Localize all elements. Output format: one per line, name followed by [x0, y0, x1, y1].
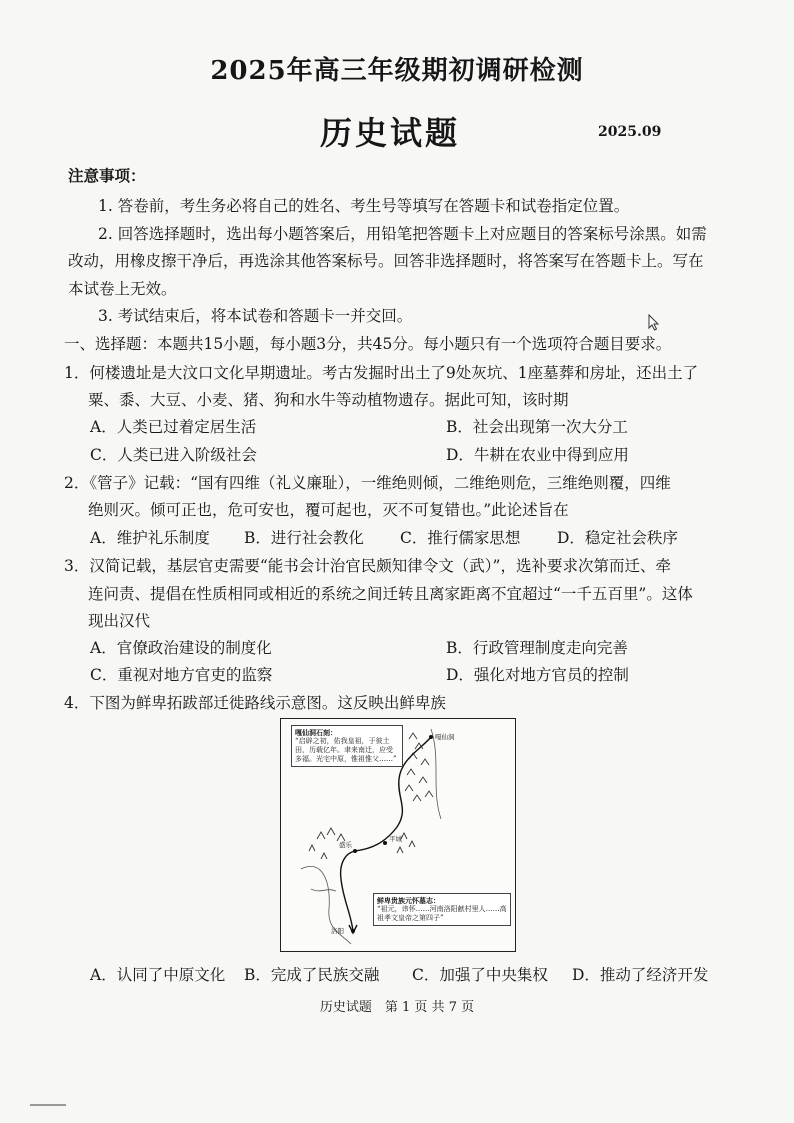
place-dot	[429, 735, 433, 739]
question-text: 1．何楼遗址是大汶口文化早期遗址。考古发掘时出土了9处灰坑、1座墓葬和房址，还出土了	[64, 364, 699, 382]
section-heading: 一、选择题：本题共15小题，每小题3分，共45分。每小题只有一个选项符合题目要求。	[64, 335, 672, 353]
option-c: C．推行儒家思想	[400, 529, 521, 547]
place-label: 盛乐	[339, 841, 352, 849]
option-c: C．重视对地方官吏的监察	[90, 666, 273, 684]
notice-line: 本试卷上无效。	[68, 280, 177, 298]
page-footer: 历史试题 第 1 页 共 7 页	[319, 1000, 475, 1015]
option-b: B．完成了民族交融	[244, 966, 380, 984]
option-d: D．推动了经济开发	[572, 966, 709, 984]
question-text: 2．《管子》记载：“国有四维（礼义廉耻），一维绝则倾，二维绝则危，三维绝则覆，四维	[64, 474, 671, 492]
question-text: 连问责、提倡在性质相同或相近的系统之间迁转且离家距离不宜超过“一千五百里”。这体	[88, 585, 693, 603]
note-title: 鲜卑贵族元怀墓志：	[377, 896, 440, 905]
scan-artifact	[30, 1104, 66, 1106]
option-b: B．社会出现第一次大分工	[446, 418, 628, 436]
option-c: C．人类已进入阶级社会	[90, 446, 257, 464]
notice-heading: 注意事项：	[68, 166, 146, 185]
notice-line: 改动，用橡皮擦干净后，再选涂其他答案标号。回答非选择题时，将答案写在答题卡上。写在	[68, 252, 704, 270]
subject-title: 历史试题	[320, 114, 461, 152]
note-text: “祖元，讳怀……河南洛阳献村里人……高祖孝文皇帝之第四子”	[377, 905, 507, 922]
place-label: 平城	[389, 835, 402, 843]
place-dot	[353, 849, 357, 853]
option-d: D．稳定社会秩序	[557, 529, 678, 547]
option-b: B．进行社会教化	[244, 529, 364, 547]
option-a: A．官僚政治建设的制度化	[90, 639, 272, 657]
question-text: 3．汉简记载，基层官吏需要“能书会计治官民颇知律令文（武）”，选补要求次第而迁、牵	[64, 557, 671, 575]
note-text: “启辟之初，佑我皇祖，于彼土田，历载亿年。聿来南迁，应受多福。光宅中原，惟祖惟父……”	[295, 737, 397, 763]
exam-title: 2025年高三年级期初调研检测	[210, 56, 584, 86]
note-title: 嘎仙洞石刻：	[295, 728, 337, 737]
option-b: B．行政管理制度走向完善	[446, 639, 628, 657]
question-text: 现出汉代	[88, 612, 151, 630]
question-text: 4．下图为鲜卑拓跋部迁徙路线示意图。这反映出鲜卑族	[64, 694, 446, 712]
notice-line: 2. 回答选择题时，选出每小题答案后，用铅笔把答题卡上对应题目的答案标号涂黑。如需	[98, 225, 707, 243]
place-dot	[383, 841, 387, 845]
option-a: A．认同了中原文化	[90, 966, 226, 984]
option-a: A．维护礼乐制度	[90, 529, 210, 547]
option-d: D．牛耕在农业中得到应用	[446, 446, 629, 464]
place-label: 洛阳	[331, 927, 344, 935]
place-dot	[351, 929, 355, 933]
exam-date: 2025.09	[598, 124, 662, 140]
question-text: 粟、黍、大豆、小麦、猪、狗和水牛等动植物遗存。据此可知，该时期	[88, 391, 569, 409]
option-c: C．加强了中央集权	[412, 966, 548, 984]
mouse-cursor-icon	[648, 314, 660, 332]
question-text: 绝则灭。倾可正也，危可安也，覆可起也，灭不可复错也。”此论述旨在	[88, 501, 569, 519]
place-label: 嘎仙洞	[435, 733, 455, 741]
option-a: A．人类已过着定居生活	[90, 418, 257, 436]
notice-line: 1. 答卷前，考生务必将自己的姓名、考生号等填写在答题卡和试卷指定位置。	[98, 197, 630, 215]
notice-line: 3. 考试结束后，将本试卷和答题卡一并交回。	[98, 307, 413, 325]
inscription-note-bottom	[373, 893, 511, 926]
inscription-note-top	[291, 725, 403, 767]
option-d: D．强化对地方官员的控制	[446, 666, 629, 684]
migration-map	[280, 718, 516, 952]
